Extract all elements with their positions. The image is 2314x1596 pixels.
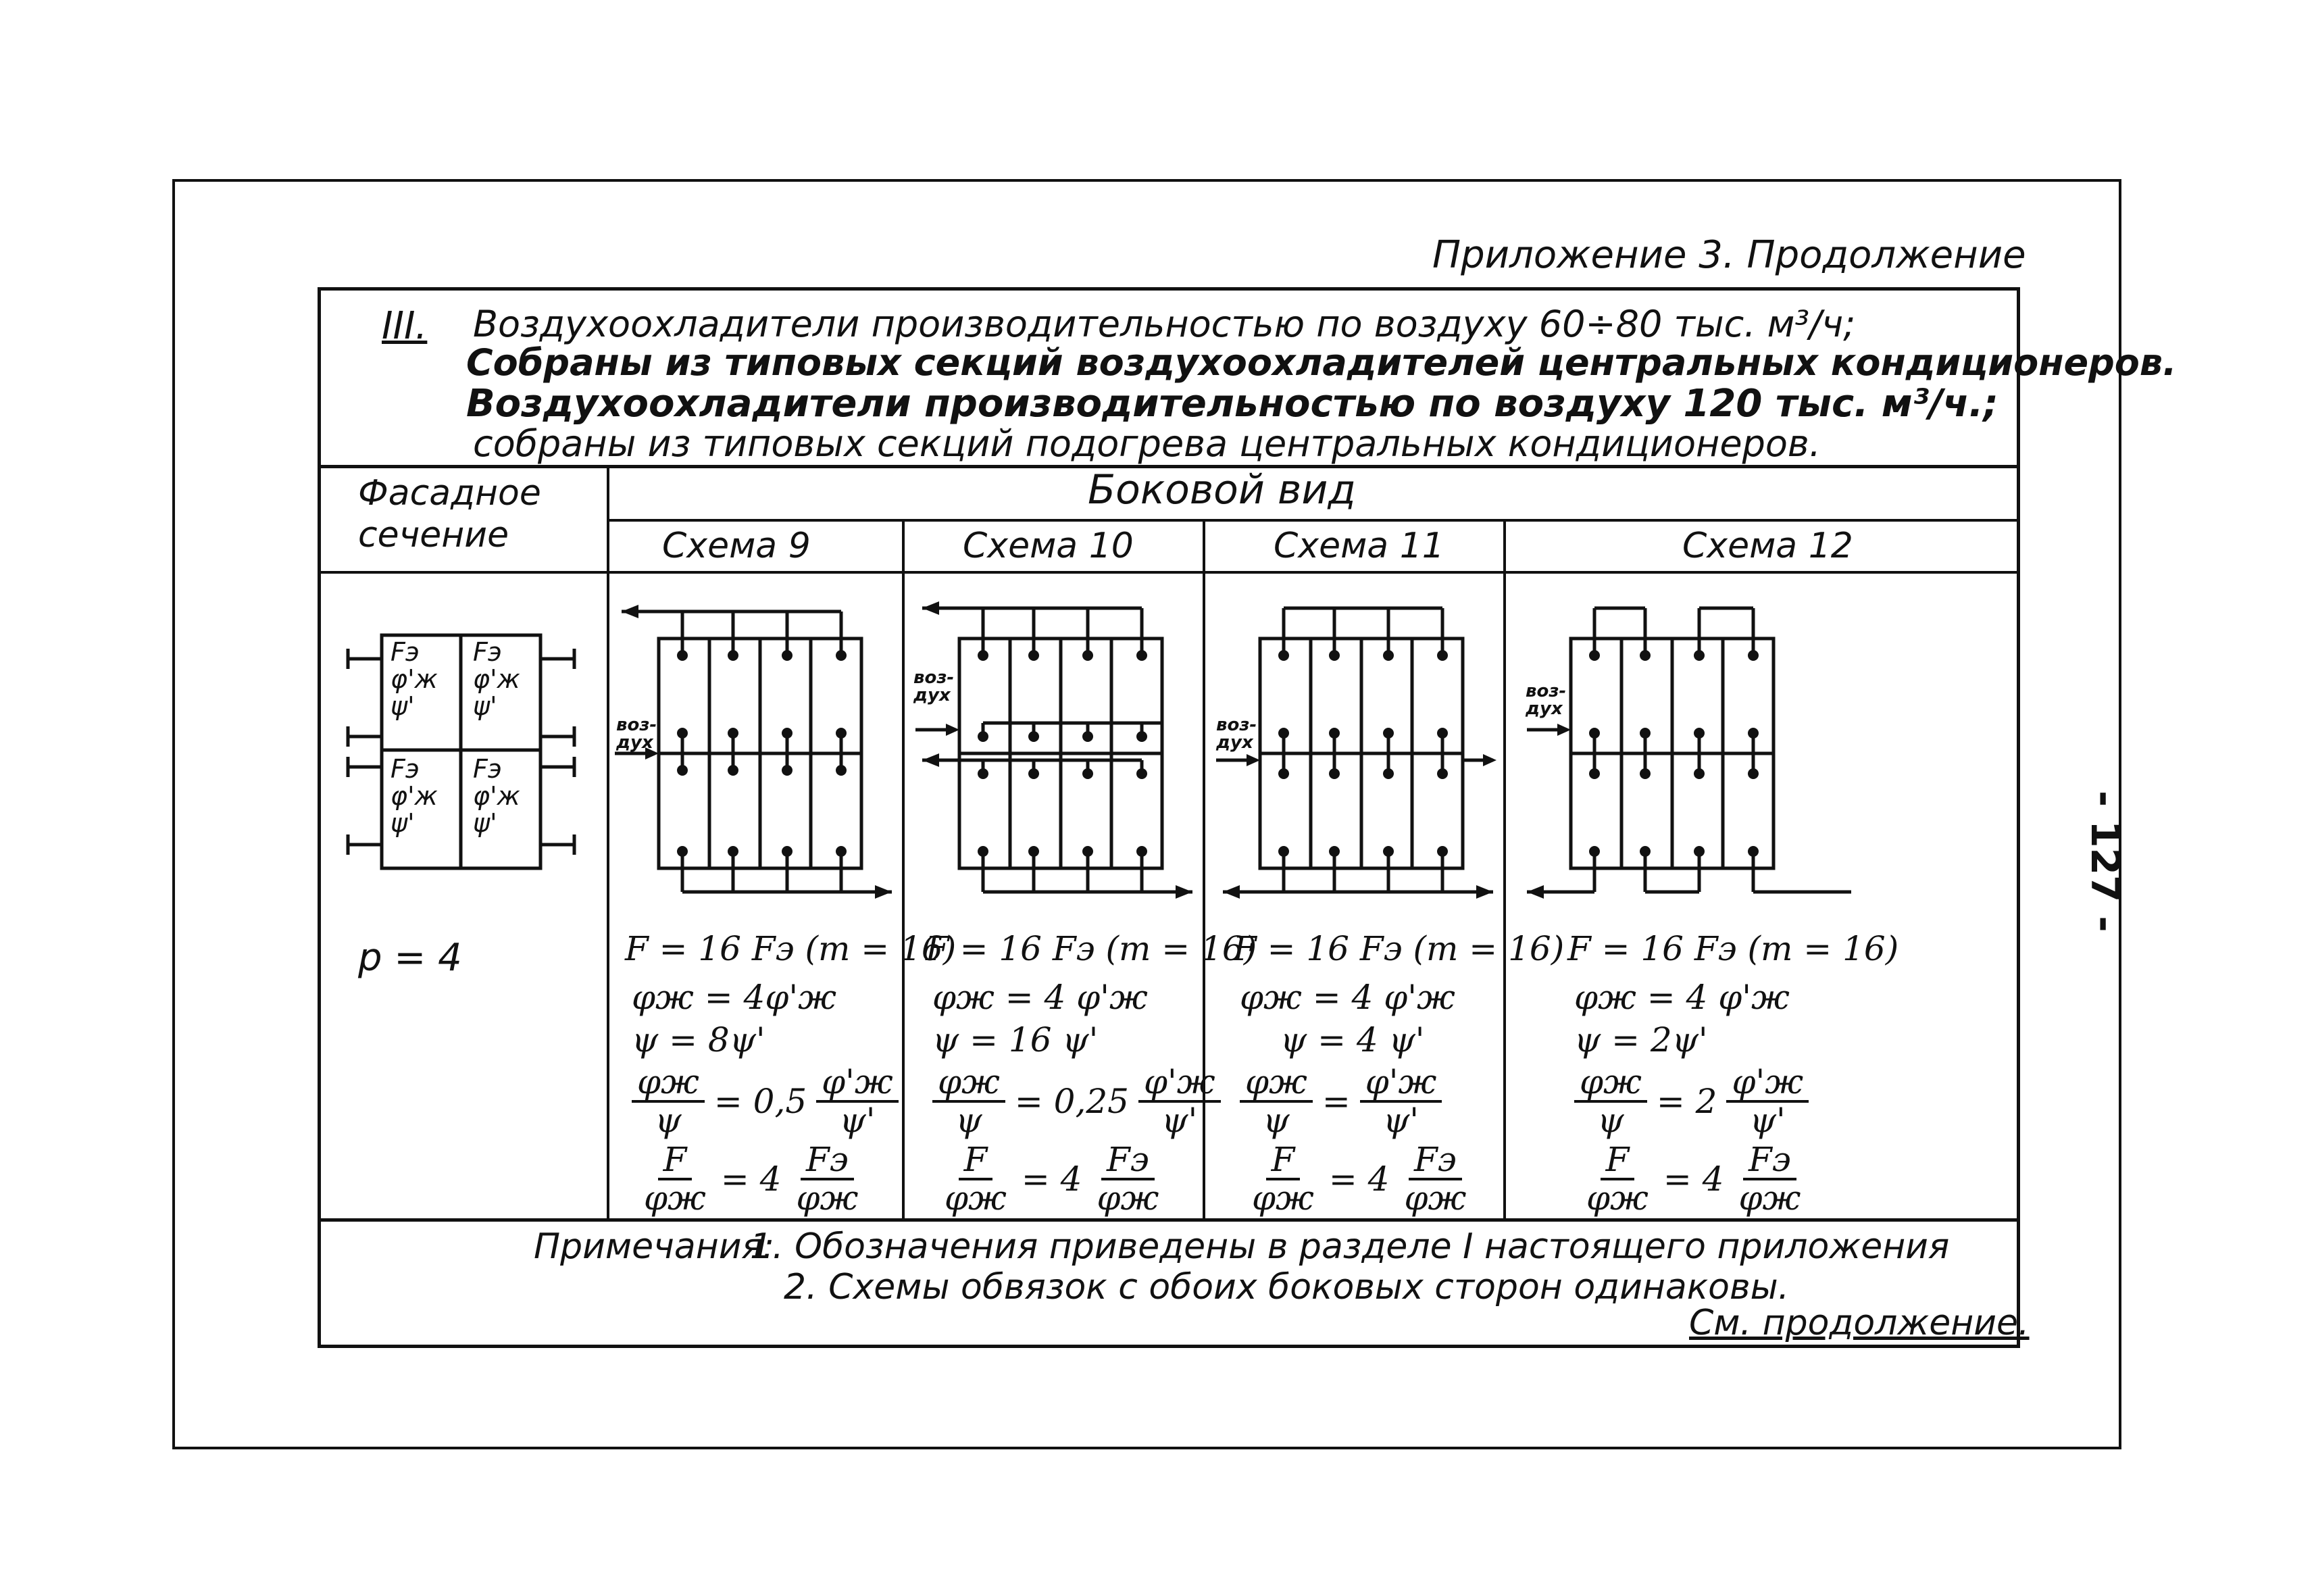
scheme-9-formulas: [625, 929, 957, 1220]
scheme-12-formula-5: $\frac{F}{\varphi ж}$ = 4 $\frac{Fэ}{\varphi ж}$: [1586, 1140, 1801, 1218]
title-line-4: собраны из типовых секций подогрева центральных кондиционеров.: [473, 422, 1821, 465]
scheme-12-air-label: воз- дух: [1526, 681, 1567, 719]
scheme-10-formula-2: φж = 4 φ'ж: [932, 978, 1148, 1017]
continued-note: См. продолжение.: [1689, 1303, 2030, 1343]
section-roman: III.: [382, 304, 428, 348]
scheme-10-formula-1: F = 16 Fэ (m = 16): [926, 929, 1257, 968]
rule-col4: [1503, 519, 1506, 1220]
facade-header-line2: сечение: [358, 515, 509, 555]
scheme-9-formula-3: ψ = 8ψ': [632, 1020, 765, 1059]
page-frame-bottom: [172, 1447, 2121, 1449]
scheme-12-header: Схема 12: [1682, 526, 1853, 566]
scheme-11-formula-2: φж = 4 φ'ж: [1240, 978, 1455, 1017]
scheme-9-air-label: воз- дух: [616, 715, 657, 753]
title-line-2: Собраны из типовых секций воздухоохладителей центральных кондиционеров.: [466, 341, 2177, 384]
scheme-10-header: Схема 10: [963, 526, 1134, 566]
rule-col2: [902, 519, 905, 1220]
facade-cell-2-label: Fэ φ'ж ψ': [473, 637, 520, 721]
scheme-11-formula-4: $\frac{\varphi ж}{\psi}$ = $\frac{\varphi'ж}{\psi'}$: [1240, 1064, 1442, 1138]
scheme-11-formula-5: $\frac{F}{\varphi ж}$ = 4 $\frac{Fэ}{\varphi ж}$: [1252, 1140, 1467, 1218]
scheme-11-air-label: воз- дух: [1216, 715, 1257, 753]
rule-under-headers: [318, 571, 2020, 574]
scheme-10-formulas: [926, 929, 1257, 1220]
scheme-11-formula-1: F = 16 Fэ (m = 16): [1233, 929, 1565, 968]
facade-cell-4-label: Fэ φ'ж ψ': [473, 754, 520, 838]
page-number: - 127 -: [2082, 791, 2128, 932]
scheme-10-formula-5: $\frac{F}{\varphi ж}$ = 4 $\frac{Fэ}{\varphi ж}$: [945, 1140, 1159, 1218]
scheme-12-formula-4: $\frac{\varphi ж}{\psi}$ = 2 $\frac{\varphi'ж}{\psi'}$: [1574, 1064, 1809, 1138]
scheme-12-formula-2: φж = 4 φ'ж: [1574, 978, 1790, 1017]
scheme-9-header: Схема 9: [662, 526, 811, 566]
scheme-10-diagram: [915, 595, 1199, 899]
scheme-9-diagram: [615, 595, 899, 899]
scheme-12-diagram: [1527, 595, 1865, 899]
page-frame-left: [172, 179, 175, 1449]
scheme-11-formulas: [1233, 929, 1565, 1220]
appendix-header: Приложение 3. Продолжение: [1432, 233, 2026, 277]
scheme-11-header: Схема 11: [1274, 526, 1444, 566]
facade-p-value: p = 4: [358, 936, 462, 980]
title-line-1: Воздухоохладители производительностью по воздуху 60÷80 тыс. м³/ч;: [473, 303, 1856, 345]
facade-section-diagram: [338, 622, 595, 872]
scheme-9-formula-2: φж = 4φ'ж: [632, 978, 836, 1017]
scheme-9-formula-5: $\frac{F}{\varphi ж}$ = 4 $\frac{Fэ}{\varphi ж}$: [644, 1140, 859, 1218]
scheme-12-formula-3: ψ = 2ψ': [1574, 1020, 1708, 1059]
scheme-9-formula-4: $\frac{\varphi ж}{\psi}$ = 0,5 $\frac{\varphi'ж}{\psi'}$: [632, 1064, 899, 1138]
note-2: 2. Схемы обвязок с обоих боковых сторон одинаковы.: [784, 1267, 1790, 1307]
scheme-9-formula-1: F = 16 Fэ (m = 16): [625, 929, 957, 968]
scheme-11-diagram: [1216, 595, 1500, 899]
rule-col1: [607, 465, 609, 1220]
notes-label: Примечания:: [534, 1226, 775, 1267]
scheme-11-formula-3: ψ = 4 ψ': [1280, 1020, 1425, 1059]
title-line-3: Воздухоохладители производительностью по воздуху 120 тыс. м³/ч.;: [466, 382, 1998, 426]
scheme-10-formula-3: ψ = 16 ψ': [932, 1020, 1099, 1059]
rule-under-side-view: [608, 519, 2020, 522]
facade-cell-3-label: Fэ φ'ж ψ': [391, 754, 438, 838]
facade-header-line1: Фасадное: [358, 473, 541, 514]
scheme-12-formula-1: F = 16 Fэ (m = 16): [1567, 929, 1899, 968]
note-1: 1. Обозначения приведены в разделе I настоящего приложения: [750, 1226, 1950, 1267]
facade-cell-1-label: Fэ φ'ж ψ': [391, 637, 438, 721]
scheme-12-formulas: [1567, 929, 1899, 1220]
side-view-header: Боковой вид: [1088, 466, 1356, 514]
scheme-10-air-label: воз- дух: [913, 668, 955, 705]
scheme-10-formula-4: $\frac{\varphi ж}{\psi}$ = 0,25 $\frac{\varphi'ж}{\psi'}$: [932, 1064, 1221, 1138]
page-frame-top: [172, 179, 2121, 182]
